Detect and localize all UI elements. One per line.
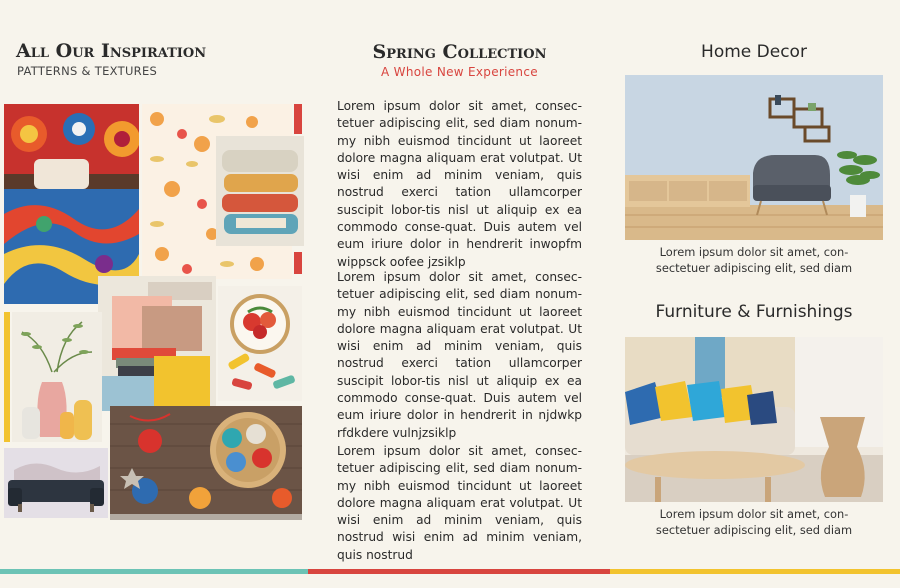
yellow-accent-strip — [4, 312, 10, 442]
furniture-image — [625, 337, 883, 502]
moodboard-collage — [0, 100, 310, 525]
red-accent-strip — [294, 252, 302, 274]
center-subtitle: A Whole New Experience — [381, 65, 538, 79]
center-title: Spring Collection — [372, 41, 547, 63]
home-decor-caption: Lorem ipsum dolor sit amet, con-sectetuer adipiscing elit, sed diam — [655, 245, 853, 275]
red-footer-bar — [308, 569, 610, 574]
embroidery-hoop-image — [218, 286, 302, 401]
yellow-footer-bar — [610, 569, 900, 574]
home-decor-title: Home Decor — [701, 42, 807, 62]
patterned-bedspread-image — [4, 104, 139, 304]
left-title: All Our Inspiration — [16, 40, 207, 62]
body-paragraph-2: Lorem ipsum dolor sit amet, consec-tetuer adipiscing elit, sed diam nonum-my nibh euismod tincidunt ut laoreet dolore magna aliquam erat volutpat. Ut wisi enim ad minim veniam, quis nostrud exerci tation ullamcorper suscipit lobor-tis nisl ut aliquip ex ea commodo conse-quat. Duis autem vel eum iriure dolor in hendrerit in njdwkp rfdkdere vulnjzsiklp — [337, 270, 582, 440]
gray-accent-strip — [110, 514, 302, 520]
yarn-balls-image — [110, 406, 302, 514]
home-decor-image — [625, 75, 883, 240]
pillow-stack-image — [216, 136, 304, 246]
fabric-swatches-image — [98, 276, 216, 411]
left-subtitle: PATTERNS & TEXTURES — [17, 64, 158, 78]
dark-sofa-image — [4, 448, 108, 518]
body-paragraph-1: Lorem ipsum dolor sit amet, consec-tetuer adipiscing elit, sed diam nonum-my nibh euismod tincidunt ut laoreet dolore magna aliquam erat volutpat. Ut wisi enim ad minim veniam, quis nostrud exerci tation ullamcorper suscipit lobor-tis nisl ut aliquip ex ea commodo conse-quat. Duis autem vel eum iriure dolor in hendrerit inwopfm wippsck oofee jzsiklp — [337, 99, 582, 269]
vases-image — [12, 312, 102, 442]
furniture-title: Furniture & Furnishings — [655, 302, 853, 322]
body-paragraph-3: Lorem ipsum dolor sit amet, consec-tetuer adipiscing elit, sed diam nonum-my nibh euismod tincidunt ut laoreet dolore magna aliquam erat volutpat. Ut wisi enim ad minim veniam, quis nostrud wisi enim ad minim veniam, quis nostrud — [337, 444, 582, 562]
furniture-caption: Lorem ipsum dolor sit amet, con-sectetuer adipiscing elit, sed diam — [655, 507, 853, 537]
red-accent-strip — [294, 104, 302, 134]
teal-footer-bar — [0, 569, 308, 574]
